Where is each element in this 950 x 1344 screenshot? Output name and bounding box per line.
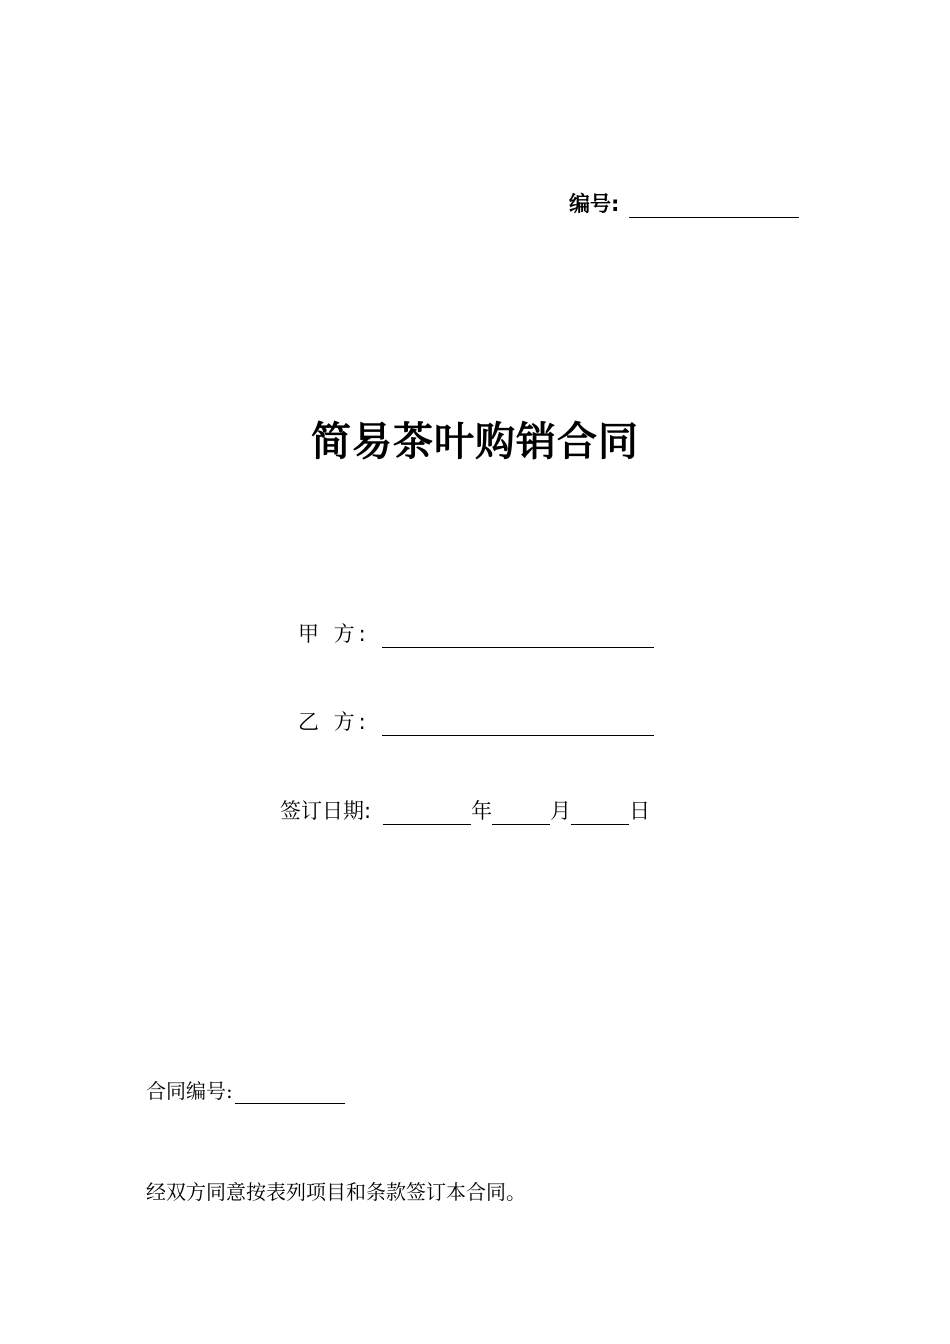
party-a-label: 甲 方:: [298, 622, 370, 646]
party-a-line: [298, 618, 654, 648]
sign-date-month-unit: 月: [550, 799, 572, 823]
document-title: 简易茶叶购销合同: [311, 419, 639, 465]
party-b-line: [298, 706, 654, 736]
intro-paragraph: 经双方同意按表列项目和条款签订本合同。: [146, 1180, 526, 1204]
sign-date-year-unit: 年: [471, 799, 493, 823]
contract-number-blank: [235, 1083, 345, 1104]
sign-date-day-unit: 日: [629, 799, 651, 823]
party-b-label: 乙 方:: [298, 710, 370, 734]
sign-date-day-blank: [571, 802, 629, 825]
party-a-blank: [382, 625, 654, 648]
sign-date-month-blank: [492, 802, 550, 825]
serial-number-label: 编号:: [569, 192, 620, 216]
sign-date-line: [280, 795, 650, 825]
contract-number-line: [146, 1076, 345, 1104]
serial-number-blank: [629, 195, 799, 218]
serial-number-line: [569, 188, 799, 218]
sign-date-year-blank: [383, 802, 471, 825]
party-b-blank: [382, 713, 654, 736]
contract-number-label: 合同编号:: [146, 1079, 233, 1103]
sign-date-label: 签订日期:: [280, 799, 372, 823]
